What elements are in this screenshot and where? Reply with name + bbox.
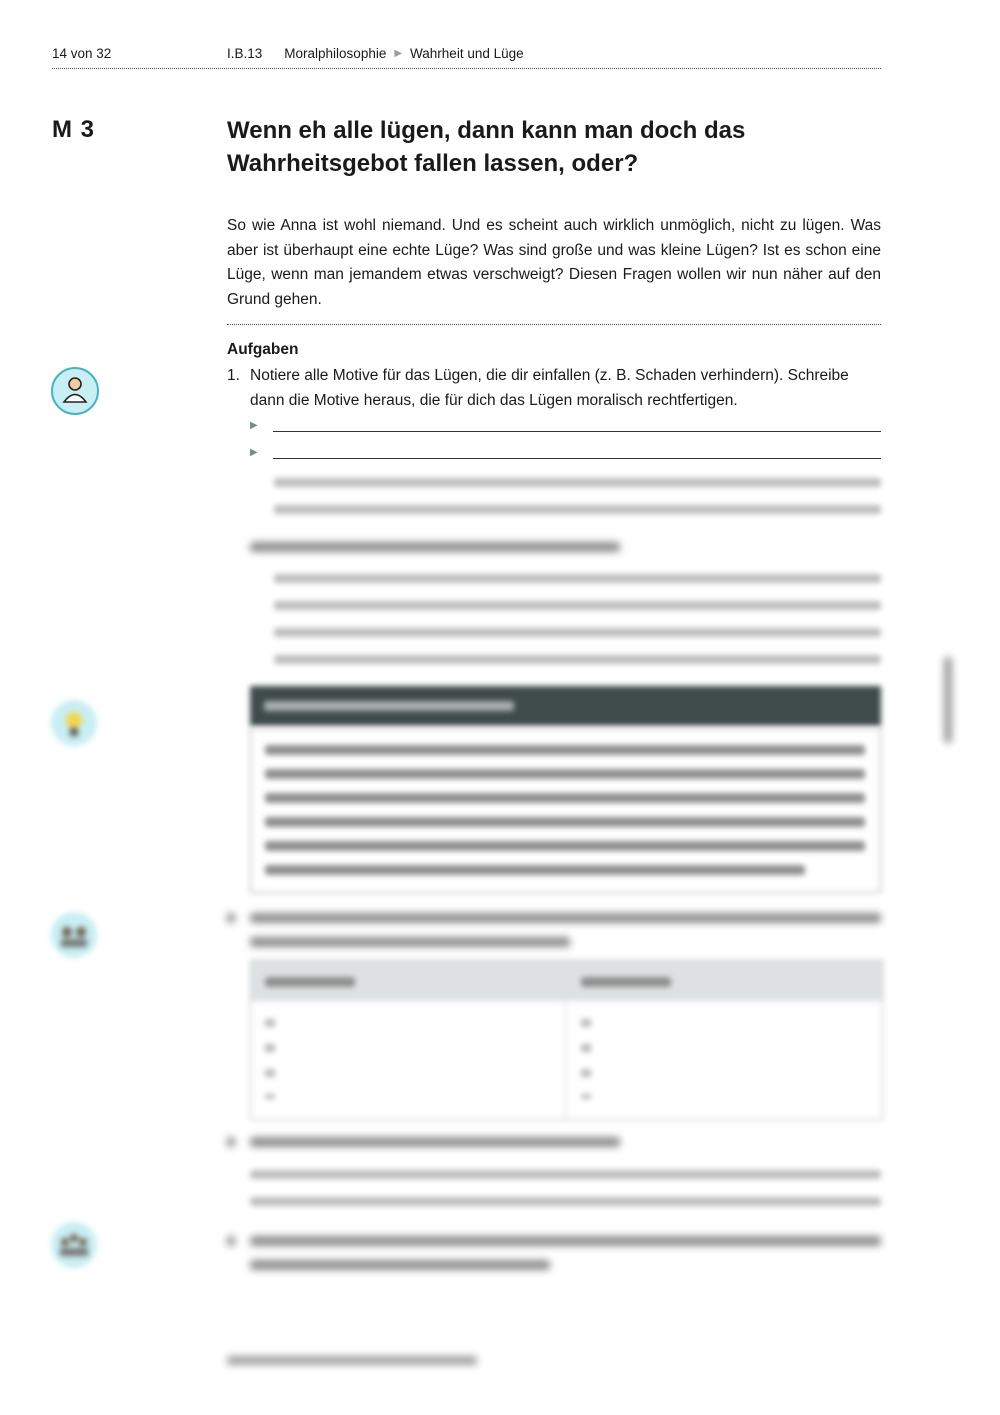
- breadcrumb-topic: Wahrheit und Lüge: [410, 46, 524, 61]
- task-1-text: Notiere alle Motive für das Lügen, die dir einfallen (z. B. Schaden verhindern). Schreibe dann die Motive heraus, die für dich das Lügen moralisch rechtfertigen.: [250, 367, 849, 409]
- discussion-icon: [51, 1222, 97, 1268]
- breadcrumb-code: I.B.13: [227, 46, 263, 61]
- lightbulb-icon: [51, 700, 97, 746]
- side-copyright: [944, 657, 956, 743]
- blurred-subheading: [250, 542, 620, 552]
- material-label: M 3: [52, 116, 96, 143]
- blurred-answer-lines: [250, 574, 881, 664]
- info-box: [250, 728, 881, 893]
- breadcrumb-section: Moralphilosophie: [284, 46, 387, 61]
- breadcrumb-separator-icon: ▶: [394, 48, 403, 59]
- section-divider: [227, 324, 881, 325]
- title-line-2: Wahrheitsgebot fallen lassen, oder?: [227, 150, 639, 177]
- task-1: [227, 364, 881, 413]
- intro-paragraph: So wie Anna ist wohl niemand. Und es scheint auch wirklich unmöglich, nicht zu lügen. Was aber ist überhaupt eine echte Lüge? Was sind große und was kleine Lügen? Ist es schon eine Lüge, wenn man jemandem etwas verschweigt? Diesen Fragen wollen wir nun näher auf den Grund gehen.: [227, 217, 881, 308]
- page-title: [227, 114, 787, 180]
- blurred-answer-lines: [250, 1170, 881, 1206]
- answer-line[interactable]: [250, 445, 881, 459]
- task-2-blurred: [227, 913, 881, 947]
- tasks-heading: Aufgaben: [227, 341, 299, 358]
- person-icon: [51, 367, 99, 415]
- blurred-answer-lines: [250, 478, 881, 514]
- task-1-number: 1.: [227, 367, 240, 384]
- table-header: [251, 961, 882, 1001]
- lies-table: [250, 960, 883, 1120]
- answer-line[interactable]: [250, 418, 881, 432]
- bullet-arrow-icon: ▶: [250, 447, 258, 458]
- task-3-blurred: [227, 1137, 881, 1147]
- task-4-blurred: [227, 1236, 881, 1270]
- bullet-arrow-icon: ▶: [250, 420, 258, 431]
- breadcrumb: [227, 46, 524, 61]
- group-icon: [51, 912, 97, 958]
- page-number: 14 von 32: [52, 46, 112, 61]
- page-header: [52, 44, 881, 69]
- title-line-1: Wenn eh alle lügen, dann kann man doch das: [227, 117, 746, 144]
- info-box-header: [250, 686, 881, 726]
- page-footer: [227, 1356, 477, 1365]
